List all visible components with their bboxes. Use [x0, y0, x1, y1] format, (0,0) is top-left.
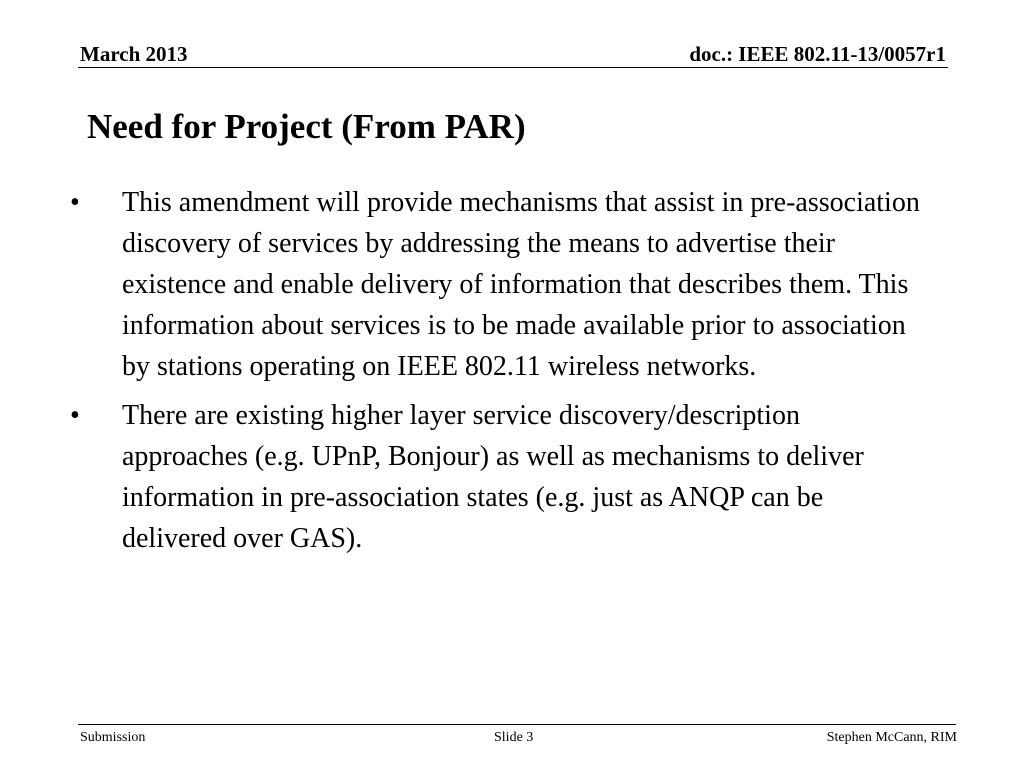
- bullet-text: There are existing higher layer service discovery/description approaches (e.g. UPnP, Bonjour) as well as mechanisms to deliver information in pre-association states (e.g. just as ANQP can be delivered over GAS).: [122, 400, 864, 554]
- header-date: March 2013: [80, 42, 188, 66]
- bullet-list: [70, 182, 930, 567]
- bullet-marker: •: [70, 187, 80, 218]
- bullet-item: [70, 182, 930, 387]
- header-divider: [78, 67, 948, 68]
- bullet-text: This amendment will provide mechanisms that assist in pre-association discovery of services by addressing the means to advertise their existence and enable delivery of information that describes them. This information about services is to be made available prior to association by stations operating on IEEE 802.11 wireless networks.: [122, 187, 920, 382]
- footer-slide-number: Slide 3: [494, 730, 534, 745]
- footer-author: Stephen McCann, RIM: [826, 730, 957, 745]
- footer-divider: [78, 724, 956, 725]
- footer-submission: Submission: [80, 730, 146, 745]
- header-document-id: doc.: IEEE 802.11-13/0057r1: [689, 42, 946, 66]
- slide-title: Need for Project (From PAR): [87, 107, 526, 146]
- bullet-marker: •: [70, 400, 80, 431]
- bullet-item: [70, 395, 930, 559]
